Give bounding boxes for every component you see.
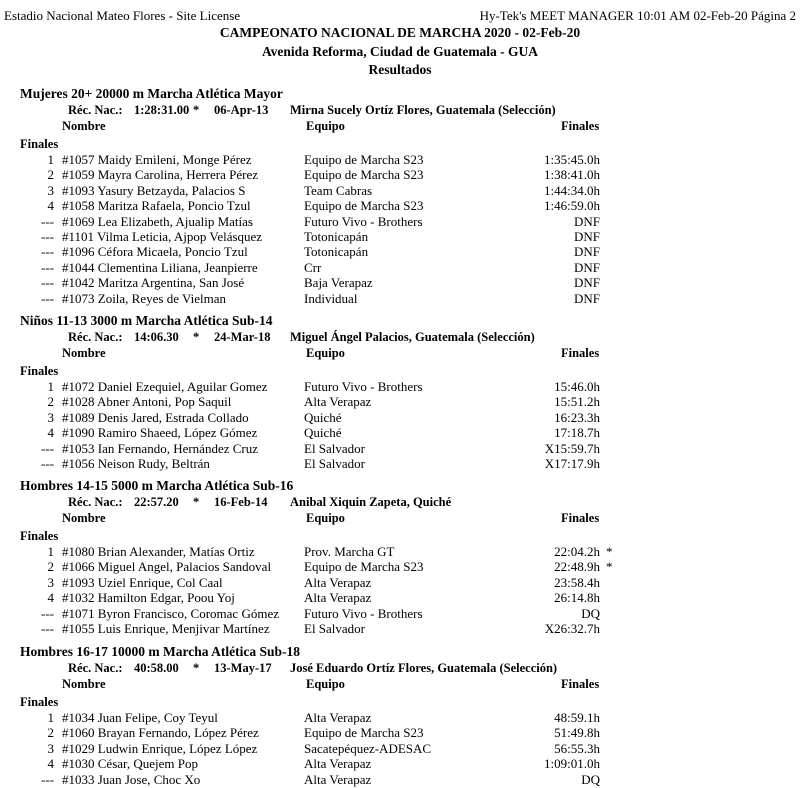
athlete-team: Equipo de Marcha S23 [304, 198, 424, 214]
athlete-name: #1073 Zoila, Reyes de Vielman [62, 290, 226, 306]
athlete-name: #1030 César, Quejem Pop [62, 756, 198, 772]
athlete-team: Alta Verapaz [304, 710, 372, 725]
result-place: --- [41, 259, 54, 275]
result-row [0, 394, 800, 409]
result-time: 48:59.1h [554, 710, 600, 725]
column-header-team: Equipo [306, 511, 345, 525]
result-time: 1:46:59.0h [544, 198, 600, 214]
athlete-name: #1101 Vilma Leticia, Ajpop Velásquez [62, 229, 263, 244]
record-marker: * [606, 559, 613, 575]
result-row [0, 544, 800, 559]
result-time: DNF [573, 244, 600, 260]
record-time: 22:57.20 [134, 495, 179, 509]
athlete-name: #1066 Miguel Angel, Palacios Sandoval [62, 559, 272, 575]
result-place: 4 [47, 590, 54, 606]
athlete-team: Crr [304, 259, 322, 275]
result-row [0, 291, 800, 306]
column-header-finals: Finales [561, 677, 600, 691]
column-header-finals: Finales [561, 346, 600, 360]
record-mark: * [193, 495, 200, 509]
column-header-name: Nombre [62, 119, 106, 133]
header-site-license: Estadio Nacional Mateo Flores - Site License [4, 8, 241, 23]
result-row [0, 167, 800, 182]
athlete-team: Quiché [304, 409, 342, 425]
record-time: 40:58.00 [134, 661, 179, 675]
result-time: 1:09:01.0h [544, 756, 600, 772]
athlete-team: Equipo de Marcha S23 [304, 725, 424, 741]
result-time: DNF [573, 259, 600, 275]
athlete-name: #1093 Uziel Enrique, Col Caal [62, 574, 223, 590]
athlete-name: #1093 Yasury Betzayda, Palacios S [62, 182, 246, 198]
athlete-name: #1055 Luis Enrique, Menjivar Martínez [62, 621, 270, 636]
result-row [0, 410, 800, 425]
result-place: 2 [47, 559, 54, 575]
record-mark: * [193, 103, 200, 117]
record-date: 13-May-17 [214, 661, 272, 675]
athlete-team: Futuro Vivo - Brothers [304, 605, 423, 621]
athlete-name: #1042 Maritza Argentina, San José [62, 275, 245, 291]
result-time: X26:32.7h [544, 621, 600, 636]
result-time: 1:38:41.0h [544, 167, 600, 183]
result-time: 51:49.8h [554, 725, 600, 741]
result-row [0, 275, 800, 290]
page-title: Avenida Reforma, Ciudad de Guatemala - GUA [261, 44, 539, 59]
result-row [0, 559, 800, 574]
athlete-team: Totonicapán [304, 244, 369, 260]
result-place: 1 [47, 710, 54, 725]
athlete-team: El Salvador [304, 621, 366, 636]
record-label: Réc. Nac.: [68, 330, 123, 344]
event-title: Hombres 16-17 10000 m Marcha Atlética Sub-18 [20, 644, 300, 659]
result-row [0, 772, 800, 787]
athlete-name: #1096 Céfora Micaela, Poncio Tzul [62, 244, 248, 260]
result-time: 23:58.4h [554, 574, 600, 590]
column-header-name: Nombre [62, 511, 106, 525]
athlete-name: #1056 Neison Rudy, Beltrán [62, 456, 210, 471]
athlete-team: Alta Verapaz [304, 574, 372, 590]
column-header-team: Equipo [306, 346, 345, 360]
athlete-team: Sacatepéquez-ADESAC [304, 740, 432, 756]
result-row [0, 456, 800, 471]
athlete-team: Baja Verapaz [304, 275, 373, 291]
result-row [0, 425, 800, 440]
result-time: 1:35:45.0h [544, 152, 600, 167]
athlete-team: Equipo de Marcha S23 [304, 167, 424, 183]
result-row [0, 756, 800, 771]
athlete-name: #1044 Clementina Liliana, Jeanpierre [62, 259, 258, 275]
result-row [0, 198, 800, 213]
athlete-team: El Salvador [304, 456, 366, 471]
record-holder: Mirna Sucely Ortíz Flores, Guatemala (Selección) [290, 103, 556, 117]
result-place: 4 [47, 198, 54, 214]
result-time: 1:44:34.0h [544, 182, 600, 198]
result-time: DNF [573, 275, 600, 291]
result-row [0, 725, 800, 740]
result-row [0, 229, 800, 244]
athlete-name: #1080 Brian Alexander, Matías Ortiz [62, 544, 255, 559]
column-header-finals: Finales [561, 511, 600, 525]
result-time: 15:46.0h [554, 379, 600, 394]
result-place: 2 [47, 394, 54, 410]
result-place: 3 [47, 740, 54, 756]
result-row [0, 244, 800, 259]
result-time: 26:14.8h [554, 590, 600, 606]
record-time: 1:28:31.00 [134, 103, 190, 117]
result-time: DQ [581, 605, 600, 621]
result-row [0, 441, 800, 456]
record-date: 16-Feb-14 [214, 495, 268, 509]
result-time: DNF [573, 229, 600, 244]
result-place: 4 [47, 425, 54, 441]
result-time: 17:18.7h [554, 425, 600, 441]
athlete-team: Futuro Vivo - Brothers [304, 213, 423, 229]
page-title: CAMPEONATO NACIONAL DE MARCHA 2020 - 02-Feb-20 [219, 25, 581, 40]
result-row [0, 621, 800, 636]
athlete-name: #1028 Abner Antoni, Pop Saquil [62, 394, 232, 410]
record-marker: * [606, 544, 613, 559]
athlete-name: #1060 Brayan Fernando, López Pérez [62, 725, 259, 741]
result-place: --- [41, 290, 54, 306]
result-time: DQ [581, 771, 600, 787]
athlete-name: #1069 Lea Elizabeth, Ajualip Matías [62, 213, 253, 229]
result-place: 1 [47, 544, 54, 559]
athlete-team: Individual [304, 290, 358, 306]
result-place: 4 [47, 756, 54, 772]
result-row [0, 379, 800, 394]
record-holder: Miguel Ángel Palacios, Guatemala (Selección) [290, 330, 535, 344]
athlete-team: Equipo de Marcha S23 [304, 559, 424, 575]
finals-section-label: Finales [20, 695, 59, 709]
result-place: 1 [47, 152, 54, 167]
athlete-team: Quiché [304, 425, 342, 441]
athlete-team: Team Cabras [304, 182, 373, 198]
athlete-name: #1029 Ludwin Enrique, López López [62, 740, 258, 756]
result-time: 15:51.2h [554, 394, 600, 410]
record-time: 14:06.30 [134, 330, 179, 344]
finals-section-label: Finales [20, 364, 59, 378]
column-header-name: Nombre [62, 346, 106, 360]
athlete-team: Prov. Marcha GT [304, 544, 395, 559]
athlete-team: Alta Verapaz [304, 756, 372, 772]
result-row [0, 183, 800, 198]
athlete-name: #1034 Juan Felipe, Coy Teyul [62, 710, 218, 725]
result-time: 22:04.2h [554, 544, 600, 559]
record-holder: Anibal Xiquin Zapeta, Quiché [290, 495, 452, 509]
event-title: Hombres 14-15 5000 m Marcha Atlética Sub-16 [20, 478, 294, 493]
athlete-team: Futuro Vivo - Brothers [304, 379, 423, 394]
result-time: DNF [573, 290, 600, 306]
result-time: X17:17.9h [544, 456, 600, 471]
record-label: Réc. Nac.: [68, 495, 123, 509]
column-header-name: Nombre [62, 677, 106, 691]
athlete-team: Alta Verapaz [304, 394, 372, 410]
athlete-team: Totonicapán [304, 229, 369, 244]
result-time: X15:59.7h [544, 440, 600, 456]
result-row [0, 152, 800, 167]
result-row [0, 260, 800, 275]
event-title: Mujeres 20+ 20000 m Marcha Atlética Mayor [20, 86, 283, 101]
result-row [0, 741, 800, 756]
result-time: 22:48.9h [554, 559, 600, 575]
result-place: 1 [47, 379, 54, 394]
result-place: --- [41, 229, 54, 244]
record-date: 06-Apr-13 [214, 103, 269, 117]
result-place: --- [41, 621, 54, 636]
result-time: 16:23.3h [554, 409, 600, 425]
result-row [0, 575, 800, 590]
result-place: --- [41, 605, 54, 621]
result-row [0, 214, 800, 229]
record-label: Réc. Nac.: [68, 103, 123, 117]
athlete-name: #1072 Daniel Ezequiel, Aguilar Gomez [62, 379, 268, 394]
result-row [0, 590, 800, 605]
result-place: --- [41, 771, 54, 787]
finals-section-label: Finales [20, 137, 59, 151]
record-holder: José Eduardo Ortíz Flores, Guatemala (Selección) [290, 661, 558, 675]
finals-section-label: Finales [20, 529, 59, 543]
record-mark: * [193, 661, 200, 675]
result-place: --- [41, 456, 54, 471]
athlete-name: #1053 Ian Fernando, Hernández Cruz [62, 440, 259, 456]
header-meet-manager: Hy-Tek's MEET MANAGER 10:01 AM 02-Feb-20 Página 2 [479, 8, 796, 23]
athlete-name: #1071 Byron Francisco, Coromac Gómez [62, 605, 279, 621]
result-time: 56:55.3h [554, 740, 600, 756]
result-row [0, 710, 800, 725]
event-title: Niños 11-13 3000 m Marcha Atlética Sub-14 [20, 313, 273, 328]
result-place: --- [41, 244, 54, 260]
column-header-team: Equipo [306, 119, 345, 133]
athlete-name: #1058 Maritza Rafaela, Poncio Tzul [62, 198, 251, 214]
result-place: --- [41, 440, 54, 456]
record-mark: * [193, 330, 200, 344]
athlete-team: El Salvador [304, 440, 366, 456]
athlete-name: #1033 Juan Jose, Choc Xo [62, 771, 201, 787]
result-time: DNF [573, 213, 600, 229]
athlete-team: Equipo de Marcha S23 [304, 152, 424, 167]
athlete-name: #1057 Maidy Emileni, Monge Pérez [62, 152, 252, 167]
column-header-finals: Finales [561, 119, 600, 133]
result-place: 3 [47, 574, 54, 590]
record-date: 24-Mar-18 [214, 330, 271, 344]
result-place: 2 [47, 167, 54, 183]
result-place: --- [41, 275, 54, 291]
column-header-team: Equipo [306, 677, 345, 691]
athlete-name: #1089 Denis Jared, Estrada Collado [62, 409, 249, 425]
athlete-name: #1032 Hamilton Edgar, Poou Yoj [62, 590, 235, 606]
athlete-name: #1059 Mayra Carolina, Herrera Pérez [62, 167, 258, 183]
result-place: --- [41, 213, 54, 229]
result-row [0, 606, 800, 621]
athlete-team: Alta Verapaz [304, 771, 372, 787]
page-subtitle-results: Resultados [368, 62, 432, 77]
result-place: 3 [47, 182, 54, 198]
athlete-team: Alta Verapaz [304, 590, 372, 606]
result-place: 3 [47, 409, 54, 425]
result-place: 2 [47, 725, 54, 741]
record-label: Réc. Nac.: [68, 661, 123, 675]
athlete-name: #1090 Ramiro Shaeed, López Gómez [62, 425, 258, 441]
